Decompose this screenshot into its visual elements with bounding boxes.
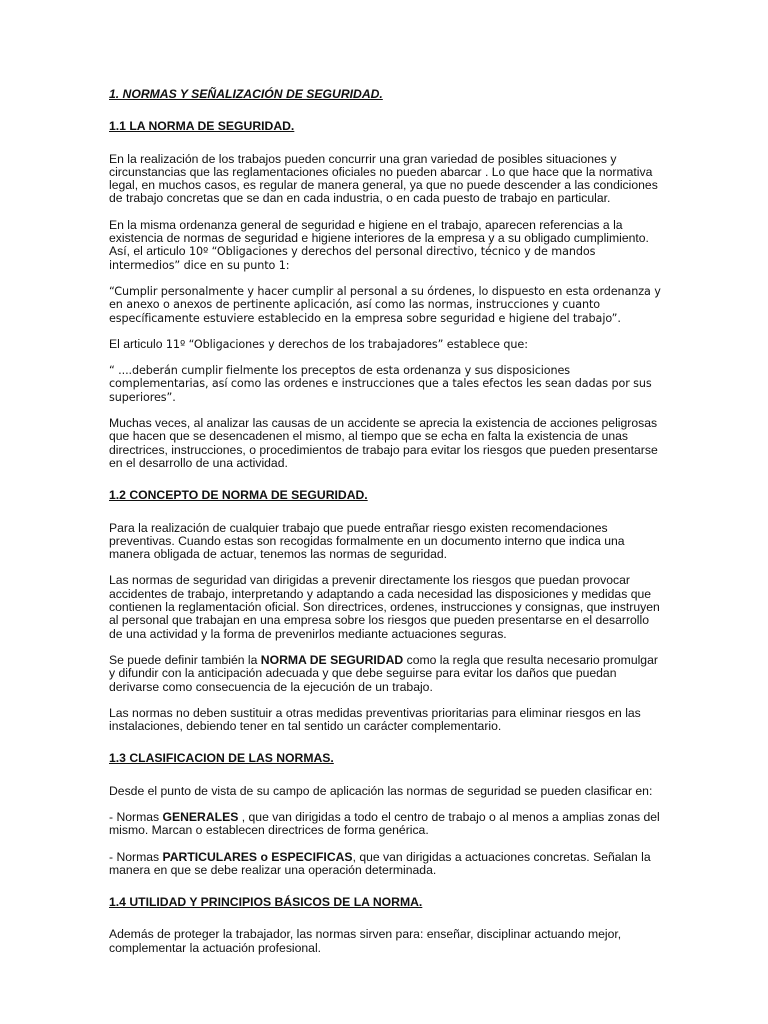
paragraph: Las normas no deben sustituir a otras medidas preventivas prioritarias para eliminar riesgos en las instalaciones, debiendo tener en tal sentido un carácter complementario.	[109, 705, 641, 734]
paragraph	[109, 219, 661, 272]
paragraph-text: - Normas	[109, 809, 160, 824]
paragraph-text: - Normas	[109, 849, 160, 864]
paragraph: En la realización de los trabajos pueden concurrir una gran variedad de posibles situaciones y circunstancias que las reglamentaciones oficiales no pueden abarcar . Lo que hace que la normativa legal, en muchos casos, es regular de manera general, ya que no puede descender a las condiciones de trabajo concretas que se dan en cada industria, o en cada puesto de trabajo en particular.	[109, 151, 658, 206]
section-heading-1-2: 1.2 CONCEPTO DE NORMA DE SEGURIDAD.	[109, 488, 368, 503]
paragraph-text: , que van dirigidas a todo el centro de trabajo o al menos a amplias zonas del mismo. Marcan o establecen directrices de forma genérica.	[109, 809, 660, 838]
paragraph: Muchas veces, al analizar las causas de un accidente se aprecia la existencia de acciones peligrosas que hacen que se desencadenen el mismo, al tiempo que se echa en falta la existencia de unas directrices, instrucciones, o procedimientos de trabajo para evitar los riesgos que pueden presentarse en el desarrollo de una actividad.	[109, 416, 658, 470]
article-reference: 10º “Obligaciones y derechos del personal directivo, técnico y de mandos intermedios” dice en su punto 1:	[109, 245, 596, 272]
bold-term: NORMA DE SEGURIDAD	[260, 652, 404, 667]
section-heading-1-1: 1.1 LA NORMA DE SEGURIDAD.	[109, 119, 295, 134]
paragraph: Desde el punto de vista de su campo de aplicación las normas de seguridad se pueden clasificar en:	[109, 783, 653, 798]
paragraph	[109, 654, 661, 694]
paragraph: Las normas de seguridad van dirigidas a prevenir directamente los riesgos que puedan provocar accidentes de trabajo, interpretando y adaptando a cada necesidad las disposiciones y medidas que contienen la reglamentación oficial. Son directrices, ordenes, instrucciones y consignas, que instruyen al personal que trabajan en una empresa sobre los riesgos que pueden presentarse en el desarrollo de una actividad y la forma de prevenirlos mediante actuaciones seguras.	[109, 573, 660, 641]
paragraph-text: El articulo	[109, 336, 163, 351]
paragraph: Además de proteger la trabajador, las normas sirven para: enseñar, disciplinar actuando mejor, complementar la actuación profesional.	[109, 927, 622, 955]
paragraph-text: En la misma ordenanza general de seguridad e higiene en el trabajo, aparecen referencias a la existencia de normas de seguridad e higiene interiores de la empresa y a su obligado cumplimiento. Así, el articulo	[109, 217, 649, 259]
article-reference: 11º “Obligaciones y derechos de los trabajadores” establece que:	[165, 337, 528, 351]
paragraph	[109, 851, 661, 878]
paragraph-text: , que van dirigidas a actuaciones concretas. Señalan la manera en que se debe realizar una operación determinada.	[109, 849, 651, 877]
section-heading-1-4: 1.4 UTILIDAD Y PRINCIPIOS BÁSICOS DE LA NORMA.	[109, 895, 423, 910]
bold-term: GENERALES	[162, 809, 239, 824]
paragraph	[109, 811, 661, 838]
section-heading-1-3: 1.3 CLASIFICACION DE LAS NORMAS.	[109, 751, 334, 766]
bold-term: PARTICULARES o ESPECIFICAS	[162, 849, 353, 864]
main-heading: 1. NORMAS Y SEÑALIZACIÓN DE SEGURIDAD.	[109, 87, 383, 101]
paragraph-text: como la regla que resulta necesario promulgar y difundir con la anticipación adecuada y que debe seguirse para evitar los daños que puedan derivarse como consecuencia de la ejecución de un trabajo.	[109, 652, 658, 694]
paragraph: Para la realización de cualquier trabajo que puede entrañar riesgo existen recomendaciones preventivas. Cuando estas son recogidas formalmente en un documento interno que indica una manera obligada de actuar, tenemos las normas de seguridad.	[109, 520, 625, 562]
paragraph	[109, 338, 661, 351]
quote-paragraph: “Cumplir personalmente y hacer cumplir al personal a su órdenes, lo dispuesto en esta ordenanza y en anexo o anexos de pertinente aplicación, así como las normas, instrucciones y cuanto específicamente estuviere establecido en la empresa sobre seguridad e higiene del trabajo”.	[109, 284, 661, 325]
quote-paragraph: “ ....deberán cumplir fielmente los preceptos de esta ordenanza y sus disposiciones complementarias, así como las ordenes e instrucciones que a tales efectos les sean dadas por sus superiores”.	[109, 364, 652, 404]
paragraph-text: Se puede definir también la	[109, 652, 258, 667]
document-body	[109, 88, 661, 968]
